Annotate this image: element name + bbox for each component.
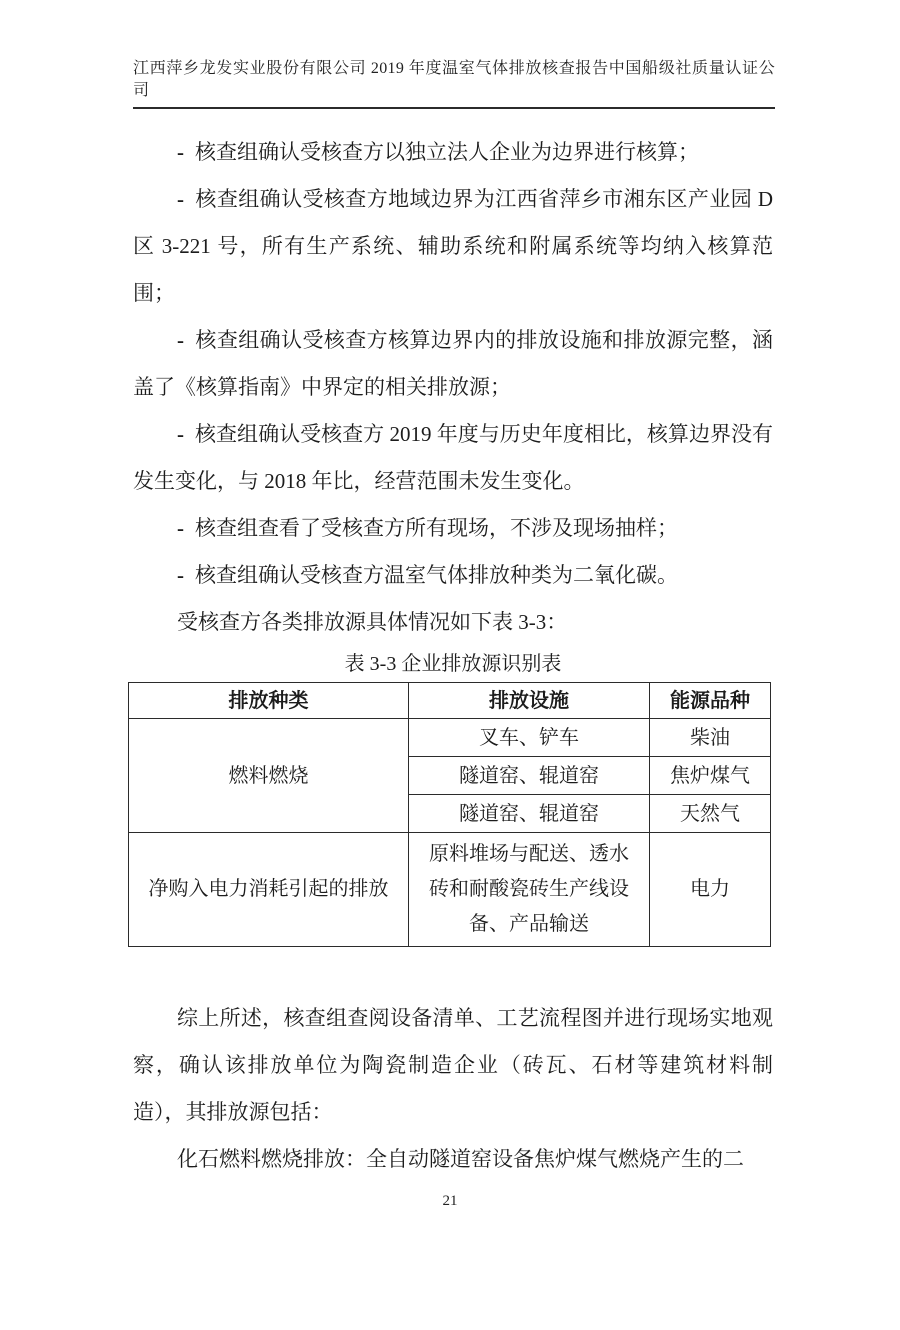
header-title: 江西萍乡龙发实业股份有限公司 2019 年度温室气体排放核查报告中国船级社质量认证公司	[133, 60, 775, 99]
header-cell-energy-type: 能源品种	[650, 683, 771, 719]
page-header	[133, 58, 775, 109]
table-row	[129, 719, 771, 757]
cell-energy: 天然气	[650, 795, 771, 833]
bullet-item-geographic-boundary	[133, 176, 773, 317]
bullet-text: 核查组确认受核查方以独立法人企业为边界进行核算；	[195, 140, 699, 164]
bullet-dash-icon: -	[177, 328, 184, 352]
cell-energy: 柴油	[650, 719, 771, 757]
bullet-item-ghg-type	[133, 552, 773, 599]
bullet-item-accounting-boundary	[133, 129, 773, 176]
cell-facility: 隧道窑、辊道窑	[409, 757, 650, 795]
bullet-dash-icon: -	[177, 422, 184, 446]
bullet-dash-icon: -	[177, 563, 184, 587]
header-cell-emission-facility: 排放设施	[409, 683, 650, 719]
cell-facility: 叉车、铲车	[409, 719, 650, 757]
table-header-row	[129, 683, 771, 719]
bullet-item-site-visit	[133, 505, 773, 552]
table-caption: 表 3-3 企业排放源识别表	[344, 653, 562, 675]
cell-fuel-combustion-category: 燃料燃烧	[129, 719, 409, 833]
bullet-text: 核查组确认受核查方地域边界为江西省萍乡市湘东区产业园 D 区 3-221 号，所有生产系统、辅助系统和附属系统等均纳入核算范围；	[133, 187, 773, 305]
emission-source-table	[128, 682, 771, 947]
bullet-dash-icon: -	[177, 187, 184, 211]
bullet-dash-icon: -	[177, 140, 184, 164]
bullet-text: 核查组确认受核查方温室气体排放种类为二氧化碳。	[195, 563, 678, 587]
cell-energy: 焦炉煤气	[650, 757, 771, 795]
table-intro-line: 受核查方各类排放源具体情况如下表 3-3：	[177, 610, 568, 634]
bullet-dash-icon: -	[177, 516, 184, 540]
cell-facility: 原料堆场与配送、透水砖和耐酸瓷砖生产线设备、产品输送	[409, 833, 650, 947]
cell-energy: 电力	[650, 833, 771, 947]
bullet-text: 核查组确认受核查方核算边界内的排放设施和排放源完整，涵盖了《核算指南》中界定的相关排放源；	[133, 328, 773, 399]
bullet-item-emission-facilities	[133, 317, 773, 411]
bullet-text: 核查组查看了受核查方所有现场，不涉及现场抽样；	[195, 516, 678, 540]
bullet-item-boundary-change	[133, 411, 773, 505]
summary-paragraph: 综上所述，核查组查阅设备清单、工艺流程图并进行现场实地观察，确认该排放单位为陶瓷制造企业（砖瓦、石材等建筑材料制造），其排放源包括：	[133, 1006, 773, 1124]
cell-facility: 隧道窑、辊道窑	[409, 795, 650, 833]
cell-electricity-category: 净购入电力消耗引起的排放	[129, 833, 409, 947]
bullet-text: 核查组确认受核查方 2019 年度与历史年度相比，核算边界没有发生变化，与 2018 年比，经营范围未发生变化。	[133, 422, 773, 493]
document-body	[133, 129, 773, 1183]
header-cell-emission-category: 排放种类	[129, 683, 409, 719]
page-number: 21	[442, 1193, 458, 1209]
fossil-fuel-paragraph: 化石燃料燃烧排放：全自动隧道窑设备焦炉煤气燃烧产生的二	[177, 1147, 744, 1171]
table-row	[129, 833, 771, 947]
